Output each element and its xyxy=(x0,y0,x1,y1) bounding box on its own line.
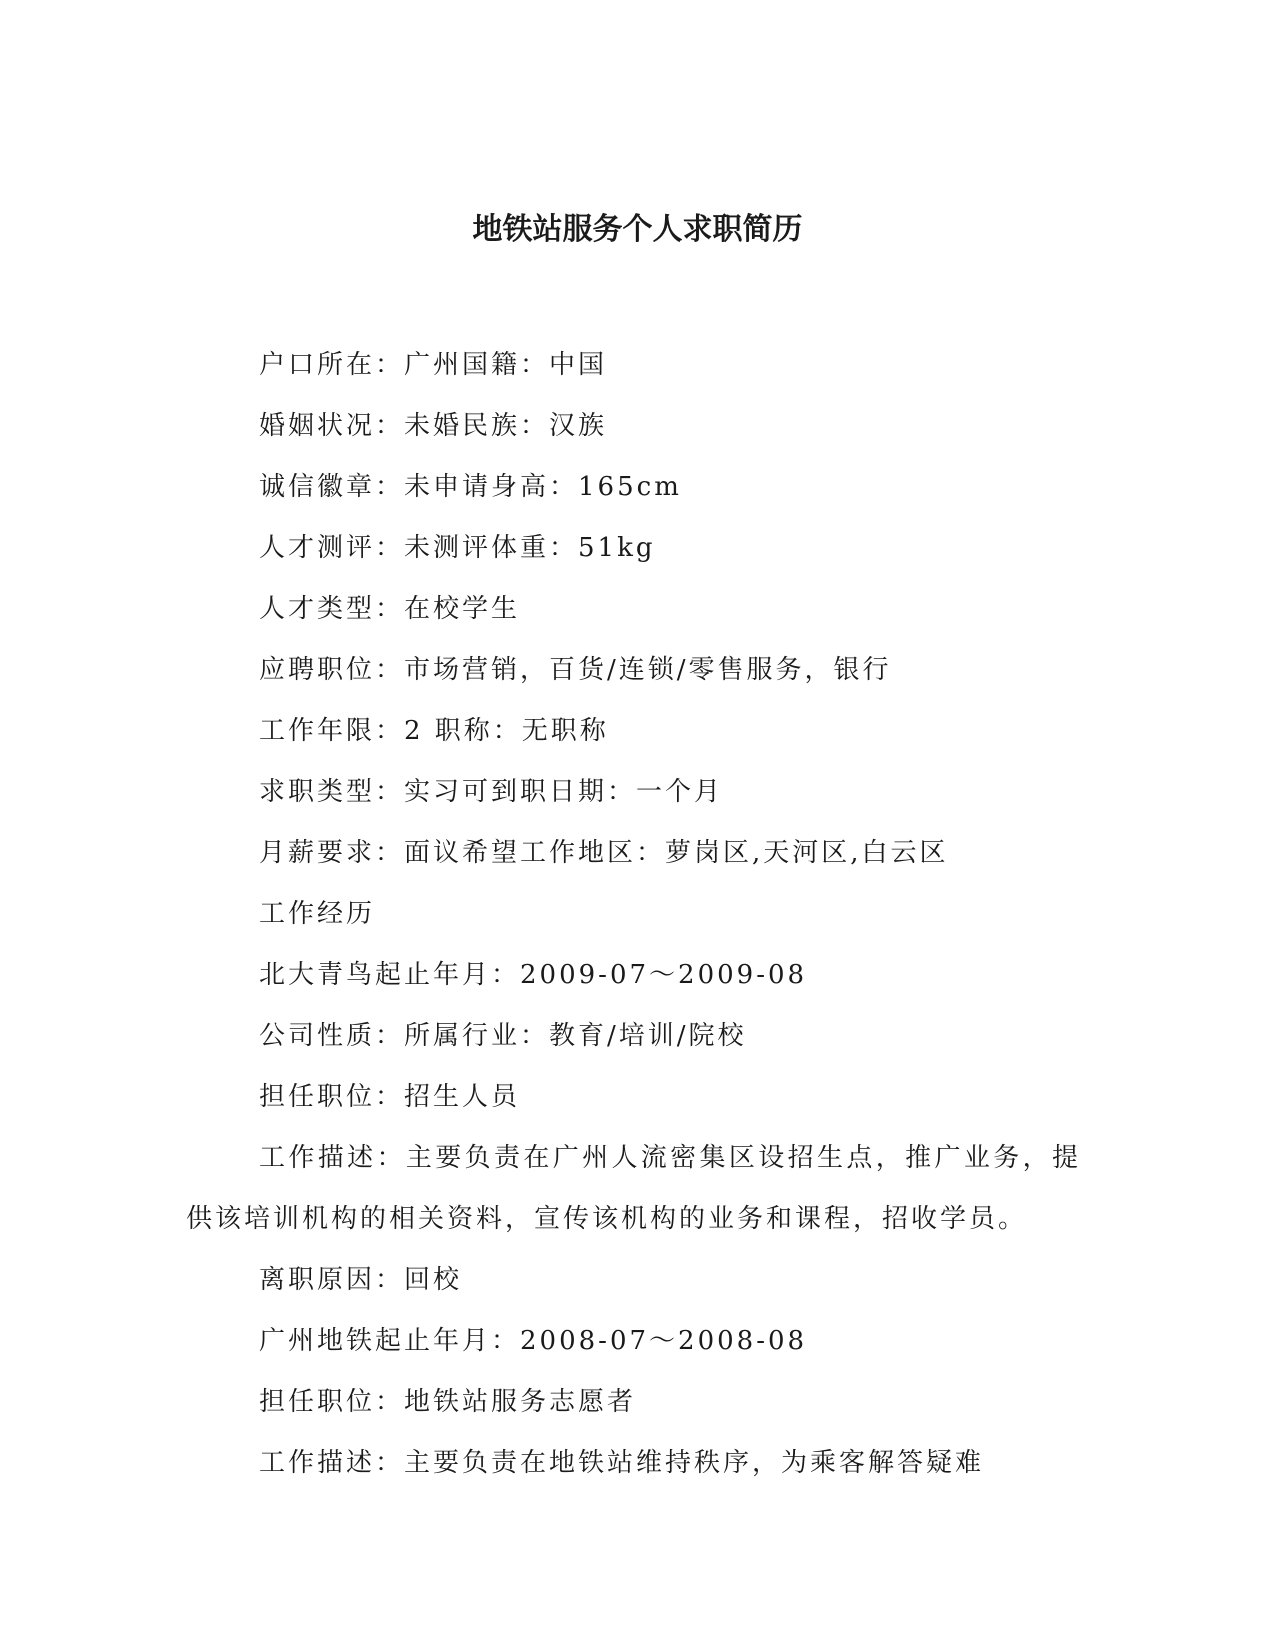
text-line-job2-position: 担任职位：地铁站服务志愿者 xyxy=(259,1387,637,1417)
text-line-job1-leave-reason: 离职原因：回校 xyxy=(259,1265,463,1295)
text-line-applied-position: 应聘职位：市场营销，百货/连锁/零售服务，银行 xyxy=(259,655,892,685)
text-line-talent-assessment: 人才测评：未测评体重：51kg xyxy=(259,533,656,563)
text-line-job1-industry: 公司性质：所属行业：教育/培训/院校 xyxy=(259,1021,747,1051)
document-title: 地铁站服务个人求职简历 xyxy=(472,212,803,247)
text-line-job1-position: 担任职位：招生人员 xyxy=(259,1082,521,1112)
text-line-hukou: 户口所在：广州国籍：中国 xyxy=(259,350,608,380)
text-line-marital-status: 婚姻状况：未婚民族：汉族 xyxy=(259,411,608,441)
text-line-salary: 月薪要求：面议希望工作地区：萝岗区,天河区,白云区 xyxy=(259,838,949,868)
document-body xyxy=(186,335,1081,1494)
text-line-job-type: 求职类型：实习可到职日期：一个月 xyxy=(259,777,724,807)
text-line-job1-company: 北大青鸟起止年月：2009-07～2009-08 xyxy=(259,960,808,990)
text-line-job2-company: 广州地铁起止年月：2008-07～2008-08 xyxy=(259,1326,808,1356)
section-heading-work-experience: 工作经历 xyxy=(259,899,376,929)
text-line-integrity-badge: 诚信徽章：未申请身高：165cm xyxy=(259,472,682,502)
text-line-talent-type: 人才类型：在校学生 xyxy=(259,594,521,624)
text-line-work-years: 工作年限：2 职称：无职称 xyxy=(259,716,609,746)
text-line-job2-description: 工作描述：主要负责在地铁站维持秩序，为乘客解答疑难 xyxy=(259,1448,985,1478)
text-paragraph-job1-description: 工作描述：主要负责在广州人流密集区设招生点，推广业务，提供该培训机构的相关资料，宣传该机构的业务和课程，招收学员。 xyxy=(186,1143,1081,1234)
